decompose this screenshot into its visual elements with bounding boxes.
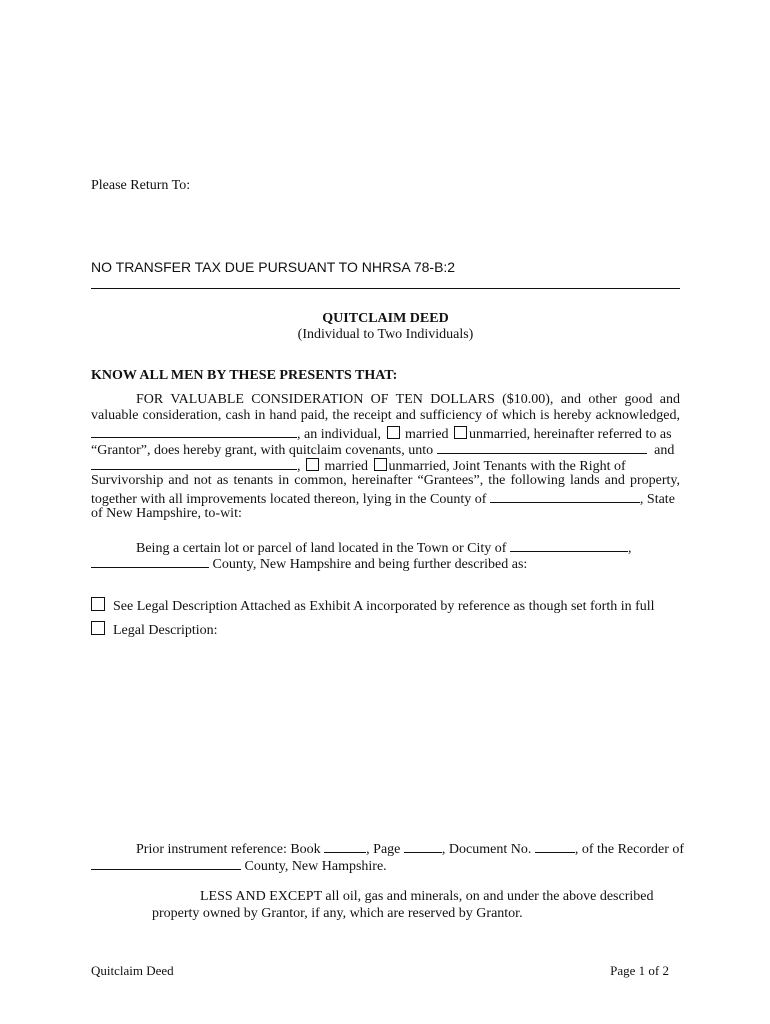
para1-line4: “Grantor”, does hereby grant, with quitclaim covenants, unto and — [91, 443, 675, 458]
footer-title: Quitclaim Deed — [91, 963, 174, 978]
grantor-unmarried-checkbox[interactable] — [454, 426, 467, 439]
para1-line5: , married unmarried, Joint Tenants with the Right of — [91, 457, 680, 475]
page-number: Page 1 of 2 — [610, 963, 669, 978]
return-to-label: Please Return To: — [91, 178, 191, 193]
legal-description-label: Legal Description: — [113, 623, 218, 638]
grantee1-name-field[interactable] — [437, 441, 647, 454]
prior-line2: County, New Hampshire. — [91, 857, 680, 875]
para2-line2: County, New Hampshire and being further described as: — [91, 555, 680, 573]
para1-line6: Survivorship and not as tenants in common, hereinafter “Grantees”, the following lands and property, — [91, 473, 680, 488]
married-label: married — [405, 427, 449, 442]
grantor-name-field[interactable] — [91, 425, 297, 438]
para1-line8: of New Hampshire, to-wit: — [91, 506, 242, 521]
prior-line1: Prior instrument reference: Book , Page , Document No. , of the Recorder of — [136, 842, 685, 857]
county-field-2[interactable] — [91, 555, 209, 568]
divider — [91, 288, 680, 289]
married-label-2: married — [324, 459, 369, 474]
para2-line1: Being a certain lot or parcel of land located in the Town or City of , — [136, 541, 632, 556]
book-field[interactable] — [324, 840, 366, 853]
less-except-line2: property owned by Grantor, if any, which are reserved by Grantor. — [152, 906, 523, 921]
page-field[interactable] — [404, 840, 442, 853]
exhibit-checkbox[interactable] — [91, 597, 105, 611]
document-no-field[interactable] — [535, 840, 575, 853]
know-all-heading: KNOW ALL MEN BY THESE PRESENTS THAT: — [91, 368, 398, 383]
para1-line3: , an individual, married unmarried, hereinafter referred to as — [91, 425, 680, 443]
deed-subtitle: (Individual to Two Individuals) — [297, 327, 474, 342]
recorder-county-field[interactable] — [91, 857, 241, 870]
tax-notice: NO TRANSFER TAX DUE PURSUANT TO NHRSA 78-B:2 — [91, 259, 456, 275]
para1-line1: FOR VALUABLE CONSIDERATION OF TEN DOLLARS ($10.00), and other good and — [136, 392, 680, 407]
grantee2-name-field[interactable] — [91, 457, 297, 470]
grantees-unmarried-checkbox[interactable] — [374, 458, 387, 471]
para1-line2: valuable consideration, cash in hand paid, the receipt and sufficiency of which is hereby acknowledged, — [91, 408, 680, 423]
less-except-line1: LESS AND EXCEPT all oil, gas and minerals, on and under the above described — [200, 889, 654, 904]
deed-title: QUITCLAIM DEED — [322, 311, 449, 326]
grantor-married-checkbox[interactable] — [387, 426, 400, 439]
para1-line7: together with all improvements located thereon, lying in the County of , State — [91, 492, 675, 507]
county-field[interactable] — [490, 490, 640, 503]
unmarried-label: unmarried, hereinafter referred to as — [469, 427, 672, 442]
grantees-married-checkbox[interactable] — [306, 458, 319, 471]
legal-description-checkbox[interactable] — [91, 621, 105, 635]
town-city-field[interactable] — [510, 539, 628, 552]
exhibit-option — [91, 597, 680, 615]
exhibit-label: See Legal Description Attached as Exhibit A incorporated by reference as though set forth in full — [113, 599, 655, 614]
legal-description-option — [91, 621, 680, 639]
